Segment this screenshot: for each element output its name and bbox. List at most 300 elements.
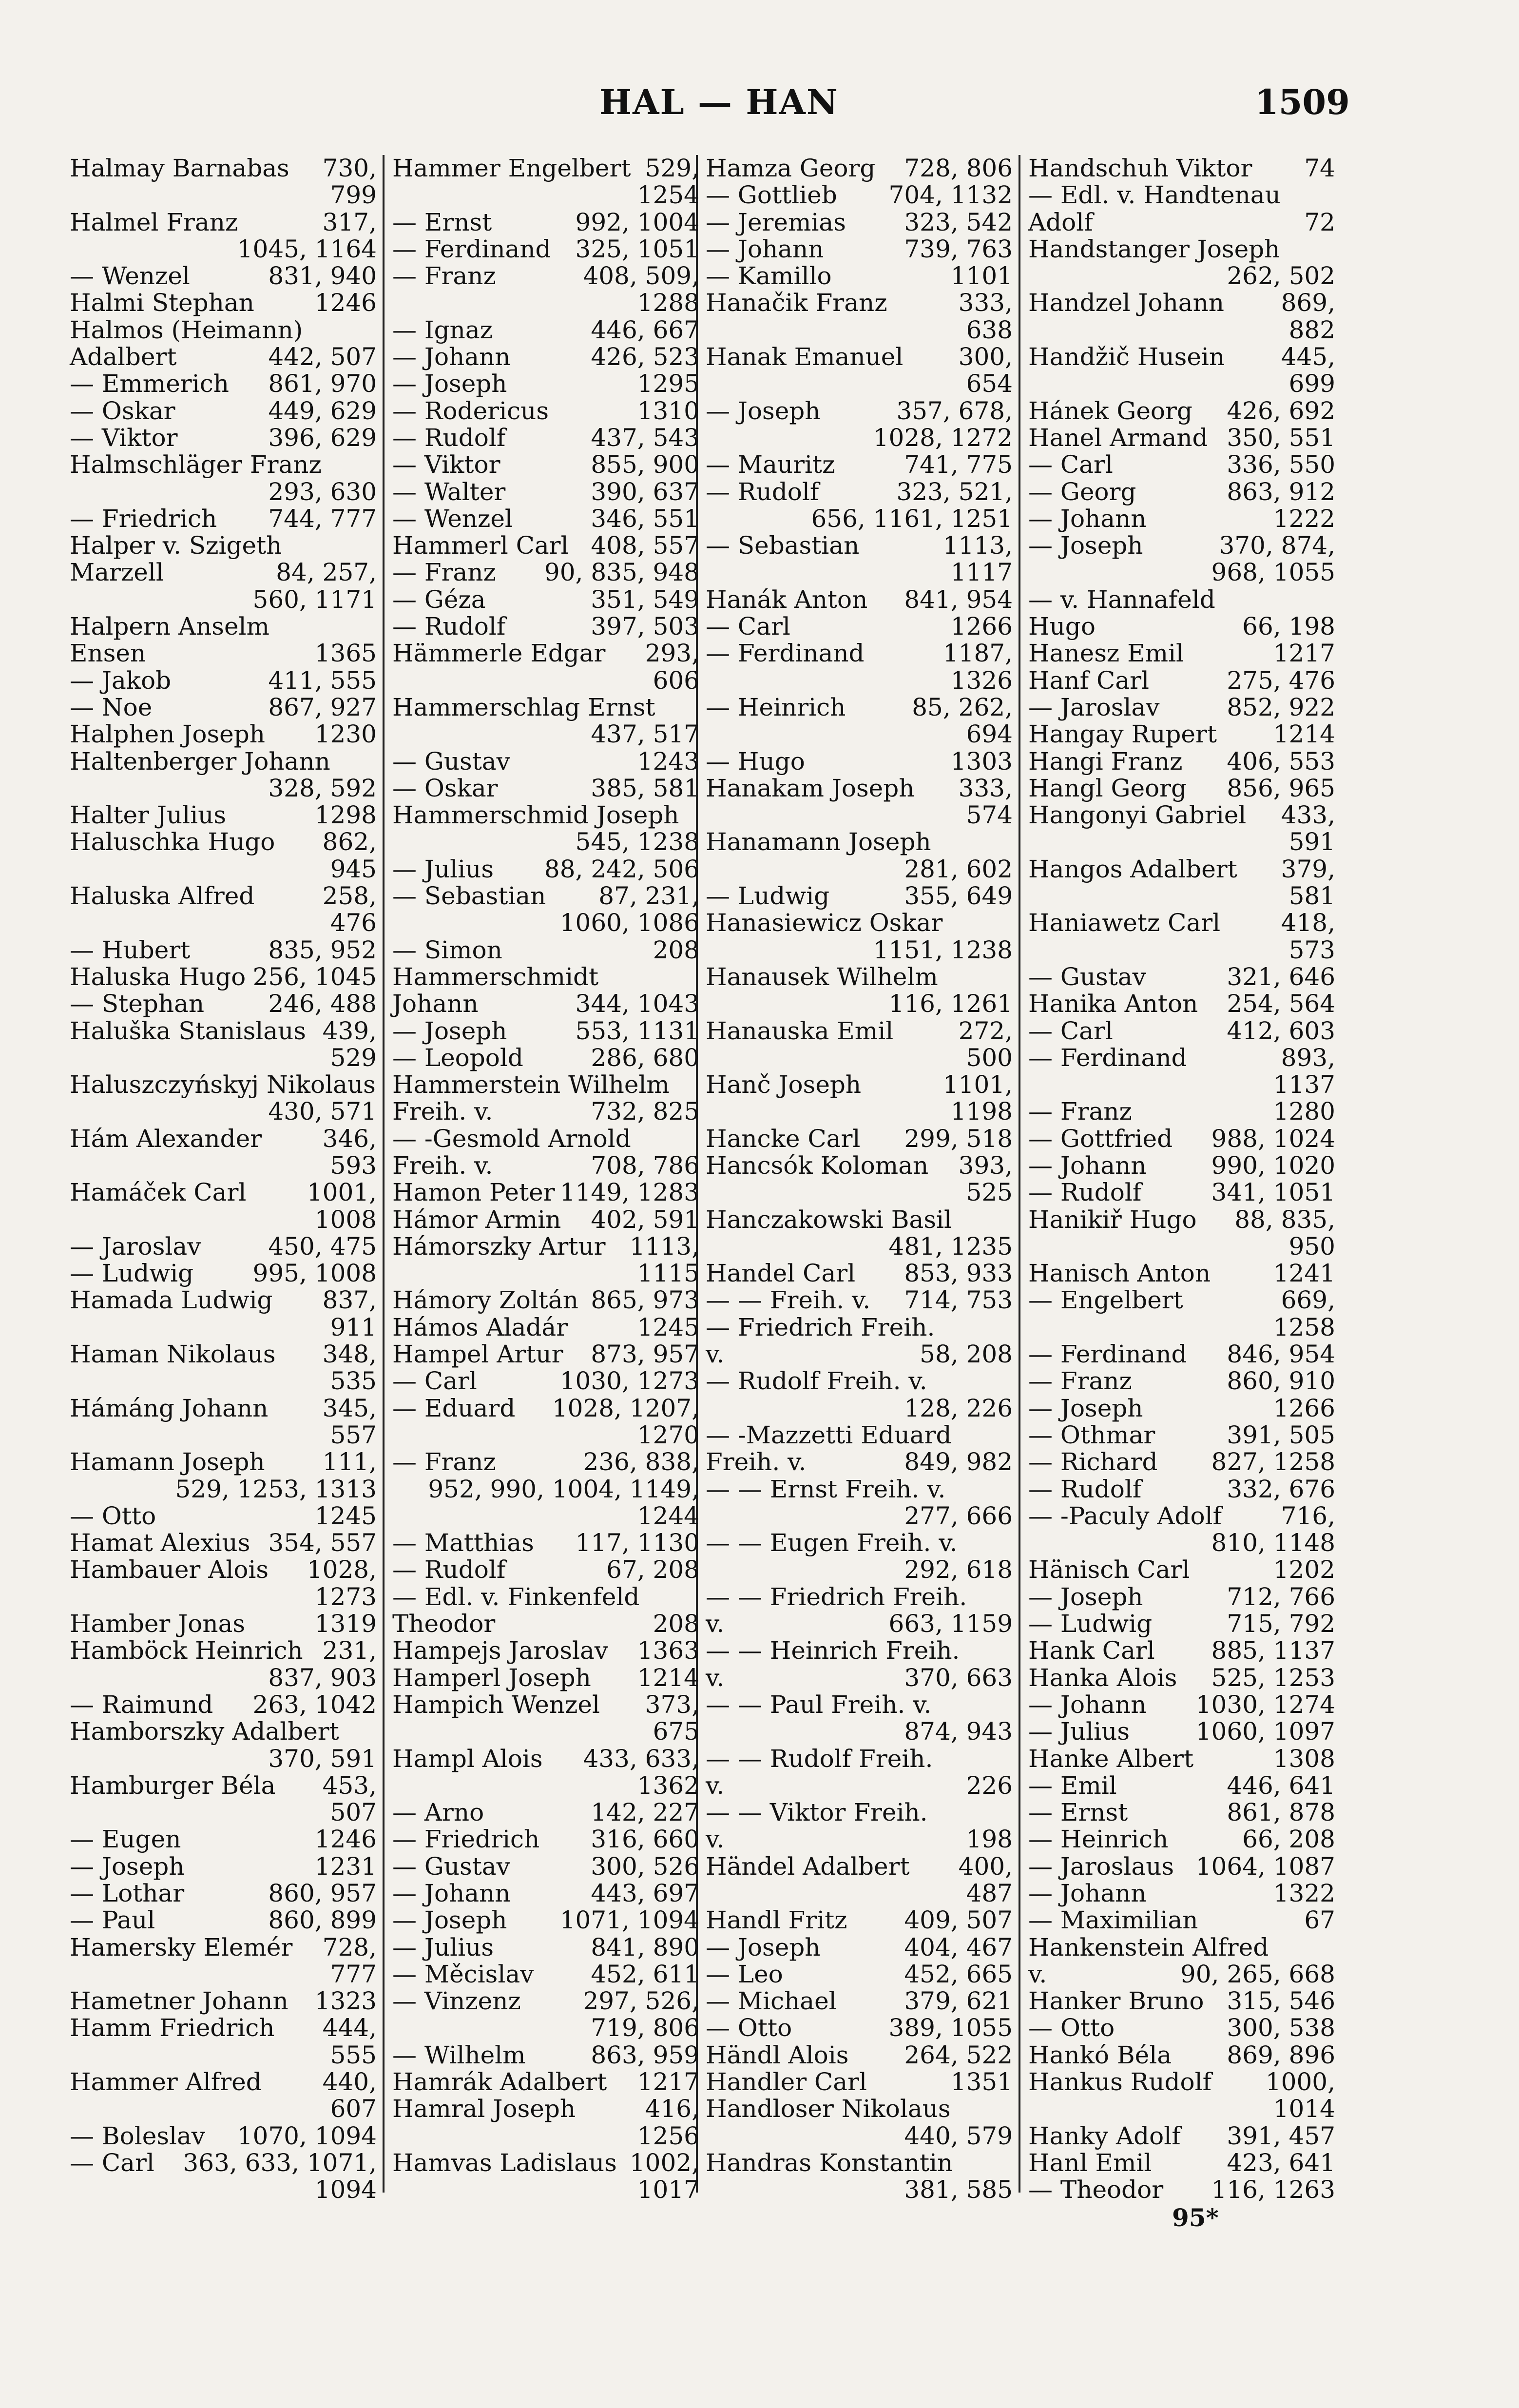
entry-name: Hámorszky Artur [392, 1232, 606, 1261]
entry-name: — Ernst [1028, 1798, 1128, 1827]
entry-pages: 286, 680 [591, 1043, 699, 1072]
entry-row [706, 1826, 1013, 1853]
entry-pages: 841, 890 [591, 1933, 699, 1961]
entry-name: Hamber Jonas [70, 1610, 246, 1638]
entry-row [392, 990, 699, 1017]
entry-name: — Vinzenz [392, 1987, 521, 2016]
entry-row [1028, 1422, 1335, 1449]
entry-row [1028, 883, 1335, 910]
entry-name: — Joseph [70, 1852, 185, 1881]
entry-row [392, 1071, 699, 1098]
entry-pages: 1323 [314, 1987, 377, 2016]
entry-name: Hanel Armand [1028, 423, 1208, 452]
column-rule [1019, 155, 1020, 2193]
entry-name: Hangos Adalbert [1028, 854, 1237, 883]
entry-pages: 450, 475 [268, 1232, 377, 1261]
entry-pages: 862, [322, 828, 377, 856]
entry-name: Hámory Zoltán [392, 1286, 578, 1315]
entry-pages: 1254 [637, 181, 699, 210]
entry-pages: 607 [330, 2095, 377, 2123]
entry-name: Johann [392, 990, 479, 1018]
entry-name: Hanak Emanuel [706, 343, 904, 371]
entry-name: Haman Nikolaus [70, 1340, 276, 1369]
entry-name: — Carl [1028, 1016, 1113, 1045]
entry-row [1028, 559, 1335, 586]
entry-row [70, 1961, 377, 1988]
entry-row [392, 290, 699, 316]
entry-name: — — Eugen Freih. v. [706, 1529, 958, 1557]
entry-pages: 389, 1055 [888, 2014, 1013, 2042]
entry-pages: 1258 [1273, 1313, 1335, 1341]
entry-row [70, 1503, 377, 1530]
entry-name: — Edl. v. Handtenau [1028, 181, 1281, 210]
entry-name: Adolf [1028, 208, 1093, 236]
entry-row [70, 1718, 377, 1745]
entry-name: Händel Adalbert [706, 1852, 910, 1881]
entry-name: — Paul [70, 1906, 155, 1935]
entry-row [1028, 1368, 1335, 1395]
entry-pages: 142, 227 [591, 1798, 699, 1827]
entry-pages: 476 [330, 909, 377, 937]
entry-name: — Rudolf [392, 612, 506, 641]
entry-row [70, 1988, 377, 2015]
entry-pages: 730, [322, 154, 377, 182]
entry-row [706, 1071, 1013, 1098]
entry-row [70, 1476, 377, 1503]
entry-row [392, 2176, 699, 2203]
entry-pages: 593 [330, 1151, 377, 1180]
entry-name: Hamral Joseph [392, 2095, 576, 2123]
entry-row [706, 1907, 1013, 1934]
entry-pages: 863, 959 [591, 2040, 699, 2069]
entry-row [706, 613, 1013, 640]
entry-pages: 90, 265, 668 [1180, 1960, 1335, 1988]
entry-pages: 236, 838, [583, 1448, 699, 1476]
entry-pages: 837, 903 [268, 1663, 377, 1692]
entry-name: — Joseph [706, 1933, 821, 1961]
entry-row [1028, 721, 1335, 748]
entry-pages: 1071, 1094 [559, 1906, 699, 1935]
entry-row [706, 1206, 1013, 1233]
entry-pages: 246, 488 [268, 990, 377, 1018]
entry-row [1028, 2176, 1335, 2203]
entry-name: — Wenzel [392, 504, 513, 533]
entry-name: — Viktor [70, 423, 178, 452]
entry-name: — Leo [706, 1960, 783, 1988]
entry-name: — Ludwig [1028, 1610, 1153, 1638]
entry-pages: 574 [966, 801, 1013, 830]
entry-name: — Franz [1028, 1097, 1132, 1126]
entry-row [1028, 479, 1335, 505]
entry-row [706, 2150, 1013, 2176]
entry-row [1028, 182, 1335, 209]
entry-pages: 397, 503 [591, 612, 699, 641]
entry-name: — Johann [392, 343, 511, 371]
entry-pages: 346, 551 [591, 504, 699, 533]
entry-row [70, 398, 377, 425]
entry-row [392, 1152, 699, 1179]
entry-row [70, 451, 377, 478]
entry-row [70, 613, 377, 640]
entry-pages: 1362 [637, 1771, 699, 1800]
entry-row [1028, 1098, 1335, 1125]
entry-name: — Othmar [1028, 1420, 1155, 1449]
entry-row [70, 1368, 377, 1395]
entry-row [1028, 2096, 1335, 2122]
entry-name: Hankó Béla [1028, 2040, 1172, 2069]
entry-name: — Joseph [706, 396, 821, 425]
entry-row [1028, 775, 1335, 802]
entry-row [1028, 209, 1335, 236]
entry-name: — Mauritz [706, 450, 835, 479]
entry-pages: 867, 927 [268, 693, 377, 721]
entry-row [706, 1772, 1013, 1799]
entry-row [392, 2150, 699, 2176]
entry-name: Handzel Johann [1028, 289, 1225, 317]
entry-name: — Ignaz [392, 315, 493, 344]
entry-row [706, 263, 1013, 290]
entry-pages: 1222 [1273, 504, 1335, 533]
entry-row [1028, 856, 1335, 883]
entry-row [1028, 1126, 1335, 1152]
entry-name: Halter Julius [70, 801, 226, 830]
entry-pages: 1217 [637, 2068, 699, 2097]
entry-row [392, 694, 699, 721]
entry-name: — — Freih. v. [706, 1286, 871, 1315]
entry-pages: 694 [966, 720, 1013, 749]
entry-row [1028, 1530, 1335, 1556]
entry-pages: 911 [330, 1313, 377, 1341]
entry-row [1028, 1637, 1335, 1664]
entry-name: — Joseph [392, 1906, 507, 1935]
entry-pages: 529, [645, 154, 699, 182]
entry-row [706, 1260, 1013, 1287]
entry-pages: 1319 [314, 1610, 377, 1638]
entry-row [70, 964, 377, 990]
entry-pages: 300, [958, 343, 1013, 371]
entry-name: Freih. v. [706, 1448, 807, 1476]
entry-pages: 481, 1235 [888, 1232, 1013, 1261]
entry-row [1028, 290, 1335, 316]
entry-row [70, 1665, 377, 1691]
entry-row [70, 1799, 377, 1826]
entry-name: — Friedrich [70, 504, 217, 533]
entry-row [1028, 1584, 1335, 1611]
entry-pages: 317, [322, 208, 377, 236]
entry-name: — Noe [70, 693, 153, 721]
entry-row [70, 1206, 377, 1233]
entry-row [70, 1530, 377, 1556]
entry-row [392, 505, 699, 532]
entry-row [1028, 1988, 1335, 2015]
entry-row [70, 263, 377, 290]
entry-name: — Joseph [1028, 1394, 1143, 1422]
entry-pages: 1322 [1273, 1879, 1335, 1907]
entry-row [706, 2123, 1013, 2150]
entry-name: Halmel Franz [70, 208, 238, 236]
entry-pages: 418, [1281, 909, 1335, 937]
entry-pages: 208 [653, 935, 699, 964]
entry-name: Hampejs Jaroslav [392, 1636, 609, 1665]
entry-pages: 581 [1288, 882, 1335, 911]
entry-name: Halpern Anselm [70, 612, 269, 641]
entry-pages: 426, 692 [1227, 396, 1335, 425]
entry-name: — Ludwig [706, 882, 830, 911]
entry-name: — Otto [70, 1501, 156, 1530]
entry-pages: 426, 523 [591, 343, 699, 371]
entry-row [706, 1126, 1013, 1152]
entry-row [392, 721, 699, 748]
entry-pages: 1002, [629, 2148, 699, 2177]
entry-name: Hanf Carl [1028, 666, 1149, 695]
entry-row [706, 1368, 1013, 1395]
entry-pages: 1187, [942, 639, 1013, 668]
entry-pages: 1030, 1273 [559, 1367, 699, 1396]
entry-name: Hamann Joseph [70, 1448, 265, 1476]
entry-row [70, 910, 377, 936]
entry-name: Hámor Armin [392, 1205, 561, 1234]
entry-pages: 404, 467 [904, 1933, 1013, 1961]
entry-row [706, 2042, 1013, 2069]
entry-pages: 1001, [307, 1178, 377, 1207]
entry-pages: 297, 526, [583, 1987, 699, 2016]
entry-row [706, 1799, 1013, 1826]
entry-name: Hanasiewicz Oskar [706, 909, 943, 937]
entry-pages: 535 [330, 1367, 377, 1396]
entry-pages: 529, 1253, 1313 [175, 1475, 377, 1503]
entry-pages: 1028, [307, 1555, 377, 1584]
entry-row [706, 667, 1013, 694]
entry-row [392, 1179, 699, 1206]
entry-name: — Viktor [392, 450, 500, 479]
entry-pages: 87, 231, [598, 882, 699, 911]
entry-pages: 300, 538 [1227, 2014, 1335, 2042]
entry-pages: 1244 [637, 1501, 699, 1530]
entry-row [70, 1233, 377, 1260]
entry-row [392, 1665, 699, 1691]
entry-name: — -Mazzetti Eduard [706, 1420, 952, 1449]
entry-name: — Eugen [70, 1825, 181, 1854]
entry-pages: 264, 522 [904, 2040, 1013, 2069]
entry-row [392, 883, 699, 910]
entry-row [706, 964, 1013, 990]
entry-pages: 275, 476 [1227, 666, 1335, 695]
entry-pages: 381, 585 [904, 2175, 1013, 2204]
entry-name: Halper v. Szigeth [70, 531, 282, 560]
entry-pages: 799 [330, 181, 377, 210]
entry-pages: 1365 [314, 639, 377, 668]
entry-name: — — Viktor Freih. [706, 1798, 928, 1827]
entry-row [70, 2123, 377, 2150]
entry-row [1028, 829, 1335, 855]
entry-row [1028, 1206, 1335, 1233]
entry-name: Hametner Johann [70, 1987, 288, 2016]
entry-name: — Heinrich [706, 693, 846, 721]
entry-name: Handžič Husein [1028, 343, 1225, 371]
entry-pages: 1288 [637, 289, 699, 317]
entry-name: — Franz [1028, 1367, 1132, 1396]
column-rule [383, 155, 385, 2193]
entry-pages: 704, 1132 [888, 181, 1013, 210]
entry-name: Hanky Adolf [1028, 2121, 1181, 2150]
entry-pages: 1214 [1273, 720, 1335, 749]
entry-row [392, 937, 699, 964]
entry-name: Hankus Rudolf [1028, 2068, 1212, 2097]
entry-row [70, 1287, 377, 1314]
entry-row [1028, 802, 1335, 829]
entry-name: — Jakob [70, 666, 172, 695]
entry-pages: 699 [1288, 369, 1335, 398]
entry-pages: 860, 957 [268, 1879, 377, 1907]
entry-row [706, 775, 1013, 802]
entry-row [70, 1611, 377, 1637]
entry-name: — Franz [392, 1448, 496, 1476]
entry-name: — Emil [1028, 1771, 1117, 1800]
entry-row [392, 479, 699, 505]
entry-pages: 777 [330, 1960, 377, 1988]
entry-name: Hamon Peter [392, 1178, 555, 1207]
entry-pages: 739, 763 [904, 234, 1013, 263]
entry-row [706, 721, 1013, 748]
entry-pages: 116, 1261 [888, 990, 1013, 1018]
entry-pages: 111, [322, 1448, 377, 1476]
entry-pages: 591 [1288, 828, 1335, 856]
entry-row [70, 236, 377, 263]
entry-pages: 440, 579 [904, 2121, 1013, 2150]
entry-row [1028, 2069, 1335, 2096]
entry-row [1028, 155, 1335, 182]
entry-row [392, 1934, 699, 1961]
entry-pages: 348, [322, 1340, 377, 1369]
entry-row [1028, 425, 1335, 451]
entry-row [1028, 1287, 1335, 1314]
entry-row [392, 667, 699, 694]
entry-pages: 72 [1304, 208, 1335, 236]
entry-name: Hamborszky Adalbert [70, 1717, 339, 1746]
entry-pages: 835, 952 [268, 935, 377, 964]
entry-row [706, 1152, 1013, 1179]
entry-row [392, 451, 699, 478]
entry-name: — Rudolf [1028, 1475, 1142, 1503]
entry-pages: 321, 646 [1227, 962, 1335, 991]
entry-pages: 656, 1161, 1251 [811, 504, 1013, 533]
entry-pages: 443, 697 [591, 1879, 699, 1907]
entry-pages: 1298 [314, 801, 377, 830]
entry-row [706, 748, 1013, 775]
entry-pages: 1273 [314, 1582, 377, 1611]
column-4 [1028, 155, 1335, 2204]
entry-name: — Hugo [706, 747, 805, 776]
entry-pages: 1000, [1265, 2068, 1335, 2097]
entry-row [1028, 1071, 1335, 1098]
entry-row [1028, 317, 1335, 344]
entry-pages: 728, 806 [904, 154, 1013, 182]
entry-row [70, 1637, 377, 1664]
entry-row [70, 1098, 377, 1125]
entry-name: v. [706, 1663, 725, 1692]
entry-row [70, 1449, 377, 1476]
entry-name: Handstanger Joseph [1028, 234, 1280, 263]
entry-pages: 1295 [637, 369, 699, 398]
entry-pages: 254, 564 [1227, 990, 1335, 1018]
entry-pages: 400, [958, 1852, 1013, 1881]
page-number: 1509 [1255, 82, 1350, 122]
entry-row [392, 317, 699, 344]
entry-name: Haluszczyńskyj Nikolaus [70, 1070, 376, 1099]
entry-row [392, 1584, 699, 1611]
entry-pages: 66, 198 [1242, 612, 1335, 641]
entry-pages: 272, [958, 1016, 1013, 1045]
entry-row [392, 1880, 699, 1907]
entry-row [392, 1260, 699, 1287]
entry-row [706, 883, 1013, 910]
entry-row [70, 802, 377, 829]
entry-row [70, 344, 377, 370]
entry-row [1028, 1449, 1335, 1476]
entry-row [1028, 1799, 1335, 1826]
entry-row [1028, 748, 1335, 775]
entry-pages: 263, 1042 [252, 1690, 377, 1719]
entry-row [70, 370, 377, 397]
entry-row [392, 1530, 699, 1556]
entry-row [70, 290, 377, 316]
entry-name: Hangi Franz [1028, 747, 1183, 776]
entry-pages: 669, [1281, 1286, 1335, 1315]
entry-name: Hammerschlag Ernst [392, 693, 655, 721]
entry-row [706, 559, 1013, 586]
entry-row [706, 1476, 1013, 1503]
entry-pages: 945 [330, 854, 377, 883]
entry-row [70, 317, 377, 344]
entry-row [1028, 990, 1335, 1017]
entry-row [392, 1988, 699, 2015]
entry-name: Hámos Aladár [392, 1313, 568, 1341]
entry-pages: 433, 633, [583, 1744, 699, 1773]
entry-pages: 573 [1288, 935, 1335, 964]
entry-pages: 88, 835, [1234, 1205, 1335, 1234]
entry-pages: 852, 922 [1227, 693, 1335, 721]
entry-pages: 741, 775 [904, 450, 1013, 479]
entry-name: — Johann [1028, 504, 1147, 533]
entry-row [706, 209, 1013, 236]
entry-row [70, 1045, 377, 1071]
entry-row [392, 1476, 699, 1503]
entry-pages: 555 [330, 2040, 377, 2069]
entry-row [392, 640, 699, 667]
entry-pages: 849, 982 [904, 1448, 1013, 1476]
entry-name: — Heinrich [1028, 1825, 1169, 1854]
entry-name: Hammerschmid Joseph [392, 801, 679, 830]
entry-name: — Sebastian [706, 531, 860, 560]
entry-name: — Ferdinand [1028, 1043, 1187, 1072]
entry-row [706, 1287, 1013, 1314]
entry-name: Halmay Barnabas [70, 154, 289, 182]
entry-row [392, 425, 699, 451]
entry-pages: 1256 [637, 2121, 699, 2150]
entry-row [1028, 451, 1335, 478]
entry-row [392, 1799, 699, 1826]
entry-pages: 885, 1137 [1211, 1636, 1335, 1665]
entry-name: Hanamann Joseph [706, 828, 931, 856]
entry-row [392, 1691, 699, 1718]
entry-pages: 444, [322, 2014, 377, 2042]
entry-name: — Eduard [392, 1394, 516, 1422]
entry-name: — Stephan [70, 990, 205, 1018]
entry-pages: 1101 [950, 262, 1013, 291]
entry-row [392, 1826, 699, 1853]
entry-row [1028, 1853, 1335, 1880]
entry-pages: 1280 [1273, 1097, 1335, 1126]
